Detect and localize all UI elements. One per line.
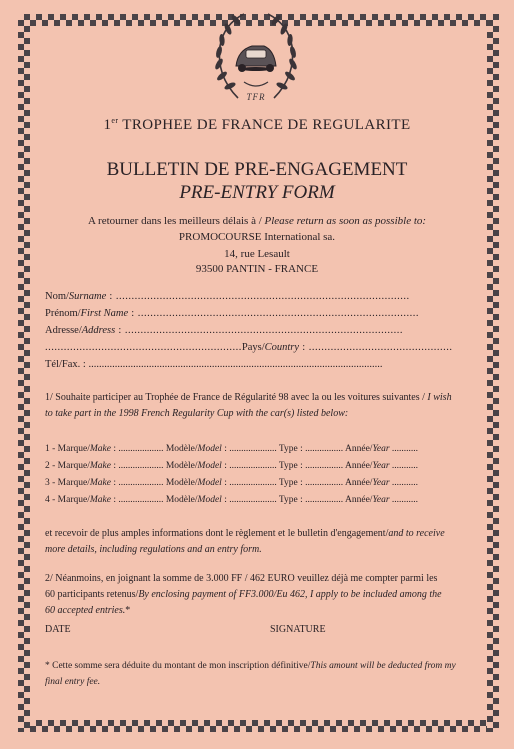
car-make-label: Make bbox=[89, 478, 111, 488]
car-type-field: Type : ................ bbox=[278, 444, 346, 454]
car-model-label: Model bbox=[197, 478, 222, 488]
trophy-title bbox=[0, 116, 514, 134]
footnote-line2: final entry fee. bbox=[45, 677, 101, 687]
info-line2: more details, including regulations and an entry form. bbox=[45, 544, 262, 555]
car-model-label: Model bbox=[197, 495, 222, 505]
trophy-title-text: TROPHEE DE FRANCE DE REGULARITE bbox=[118, 117, 411, 133]
car-make-dots: : ................... bbox=[110, 461, 166, 471]
car-modele-label: Modèle/ bbox=[165, 495, 198, 505]
car-make-dots: : ................... bbox=[110, 495, 166, 505]
footnote-line1 bbox=[45, 661, 456, 671]
car-annee-label: Année/ bbox=[345, 444, 373, 454]
car-num: 3 bbox=[45, 478, 50, 488]
car-marque-label: - Marque/ bbox=[49, 495, 90, 505]
return-en: Please return as soon as possible to: bbox=[264, 215, 427, 227]
info-en-a: and to receive bbox=[388, 528, 445, 539]
car-model-dots: : .................... bbox=[221, 495, 279, 505]
first-name-field[interactable] bbox=[45, 308, 419, 319]
car-model-dots: : .................... bbox=[221, 478, 279, 488]
section2-line1: 2/ Néanmoins, en joignant la somme de 3.000 FF / 462 EURO veuillez déjà me compter parmi les bbox=[45, 573, 438, 584]
car-row-2[interactable] bbox=[45, 461, 418, 471]
laurel-wreath-icon bbox=[208, 6, 304, 104]
date-label[interactable]: DATE bbox=[45, 624, 71, 635]
car-model-dots: : .................... bbox=[221, 461, 279, 471]
trophy-ordinal-sup: er bbox=[111, 116, 119, 125]
car-modele-label: Modèle/ bbox=[165, 478, 198, 488]
car-year-label: Year bbox=[372, 461, 390, 471]
car-num: 4 bbox=[45, 495, 50, 505]
car-make-dots: : ................... bbox=[110, 478, 166, 488]
section2-line2 bbox=[45, 589, 442, 600]
section1-fr: 1/ Souhaite participer au Trophée de France de Régularité 98 avec la ou les voitures suivantes / bbox=[45, 392, 428, 403]
section1-line1 bbox=[45, 392, 452, 403]
car-year-dots: ........... bbox=[389, 495, 419, 505]
company-name: PROMOCOURSE International sa. bbox=[178, 231, 336, 243]
car-make-label: Make bbox=[89, 461, 111, 471]
car-annee-label: Année/ bbox=[345, 478, 373, 488]
car-marque-label: - Marque/ bbox=[49, 461, 90, 471]
address-label-en: Address bbox=[81, 325, 116, 336]
car-annee-label: Année/ bbox=[345, 461, 373, 471]
info-line1 bbox=[45, 528, 445, 539]
info-fr: et recevoir de plus amples informations dont le règlement et le bulletin d'engagement/ bbox=[45, 528, 389, 539]
car-type-field: Type : ................ bbox=[278, 461, 346, 471]
car-model-label: Model bbox=[197, 444, 222, 454]
first-name-label-fr: Prénom/ bbox=[45, 308, 81, 319]
surname-label-fr: Nom/ bbox=[45, 291, 69, 302]
car-year-label: Year bbox=[372, 444, 390, 454]
car-make-dots: : ................... bbox=[110, 444, 166, 454]
laurel-car-logo bbox=[208, 6, 304, 104]
address-line2-dots: ............................................................... bbox=[45, 342, 242, 353]
car-row-1[interactable] bbox=[45, 444, 418, 454]
car-year-dots: ........... bbox=[389, 444, 419, 454]
footnote-en-a: This amount will be deducted from my bbox=[310, 661, 456, 671]
car-model-dots: : .................... bbox=[221, 444, 279, 454]
car-make-label: Make bbox=[89, 444, 111, 454]
footnote-fr: * Cette somme sera déduite du montant de mon inscription définitive/ bbox=[45, 661, 311, 671]
trophy-ordinal: 1 bbox=[103, 117, 112, 133]
country-label-fr: Pays/ bbox=[241, 342, 265, 353]
return-fr: A retourner dans les meilleurs délais à / bbox=[87, 215, 265, 227]
form-subtitle: PRE-ENTRY FORM bbox=[179, 182, 335, 203]
car-year-dots: ........... bbox=[389, 461, 419, 471]
signature-label[interactable]: SIGNATURE bbox=[270, 624, 326, 635]
logo-text: TFR bbox=[246, 92, 266, 102]
car-row-4[interactable] bbox=[45, 495, 418, 505]
car-num: 2 bbox=[45, 461, 50, 471]
car-row-3[interactable] bbox=[45, 478, 418, 488]
car-marque-label: - Marque/ bbox=[49, 478, 90, 488]
first-name-label-en: First Name bbox=[80, 308, 129, 319]
country-field[interactable] bbox=[45, 342, 452, 353]
return-instruction bbox=[0, 215, 514, 227]
street-address: 14, rue Lesault bbox=[224, 248, 290, 260]
country-label-en: Country bbox=[264, 342, 300, 353]
section2-en-b: By enclosing payment of FF3.000/Eu 462, I apply to be included among the bbox=[138, 589, 442, 600]
address-label-fr: Adresse/ bbox=[45, 325, 82, 336]
car-modele-label: Modèle/ bbox=[165, 461, 198, 471]
section2-fr-b: 60 participants retenus/ bbox=[45, 589, 139, 600]
first-name-dots: : .......................................................................................... bbox=[128, 308, 420, 319]
car-type-field: Type : ................ bbox=[278, 495, 346, 505]
car-year-label: Year bbox=[372, 478, 390, 488]
checkered-border-bottom bbox=[18, 720, 499, 732]
car-annee-label: Année/ bbox=[345, 495, 373, 505]
city-address: 93500 PANTIN - FRANCE bbox=[195, 263, 319, 275]
form-title: BULLETIN DE PRE-ENGAGEMENT bbox=[106, 159, 408, 180]
car-marque-label: - Marque/ bbox=[49, 444, 90, 454]
section1-en-a: I wish bbox=[427, 392, 452, 403]
surname-dots: : .............................................................................................. bbox=[106, 291, 410, 302]
section2-asterisk: * bbox=[125, 605, 131, 616]
section2-en-c: 60 accepted entries. bbox=[45, 605, 126, 616]
car-year-dots: ........... bbox=[389, 478, 419, 488]
car-year-label: Year bbox=[372, 495, 390, 505]
car-icon bbox=[236, 46, 276, 72]
car-num: 1 bbox=[45, 444, 50, 454]
surname-field[interactable] bbox=[45, 291, 410, 302]
car-type-field: Type : ................ bbox=[278, 478, 346, 488]
country-dots: : .............................................. bbox=[299, 342, 453, 353]
car-model-label: Model bbox=[197, 461, 222, 471]
car-modele-label: Modèle/ bbox=[165, 444, 198, 454]
section2-line3 bbox=[45, 605, 130, 616]
surname-label-en: Surname bbox=[68, 291, 107, 302]
tel-fax-field[interactable]: Tél/Fax. : ................................................................................................................ bbox=[45, 359, 383, 370]
address-field[interactable] bbox=[45, 325, 403, 336]
address-dots: : ......................................................................................... bbox=[115, 325, 403, 336]
car-make-label: Make bbox=[89, 495, 111, 505]
section1-line2: to take part in the 1998 French Regularity Cup with the car(s) listed below: bbox=[45, 408, 349, 419]
